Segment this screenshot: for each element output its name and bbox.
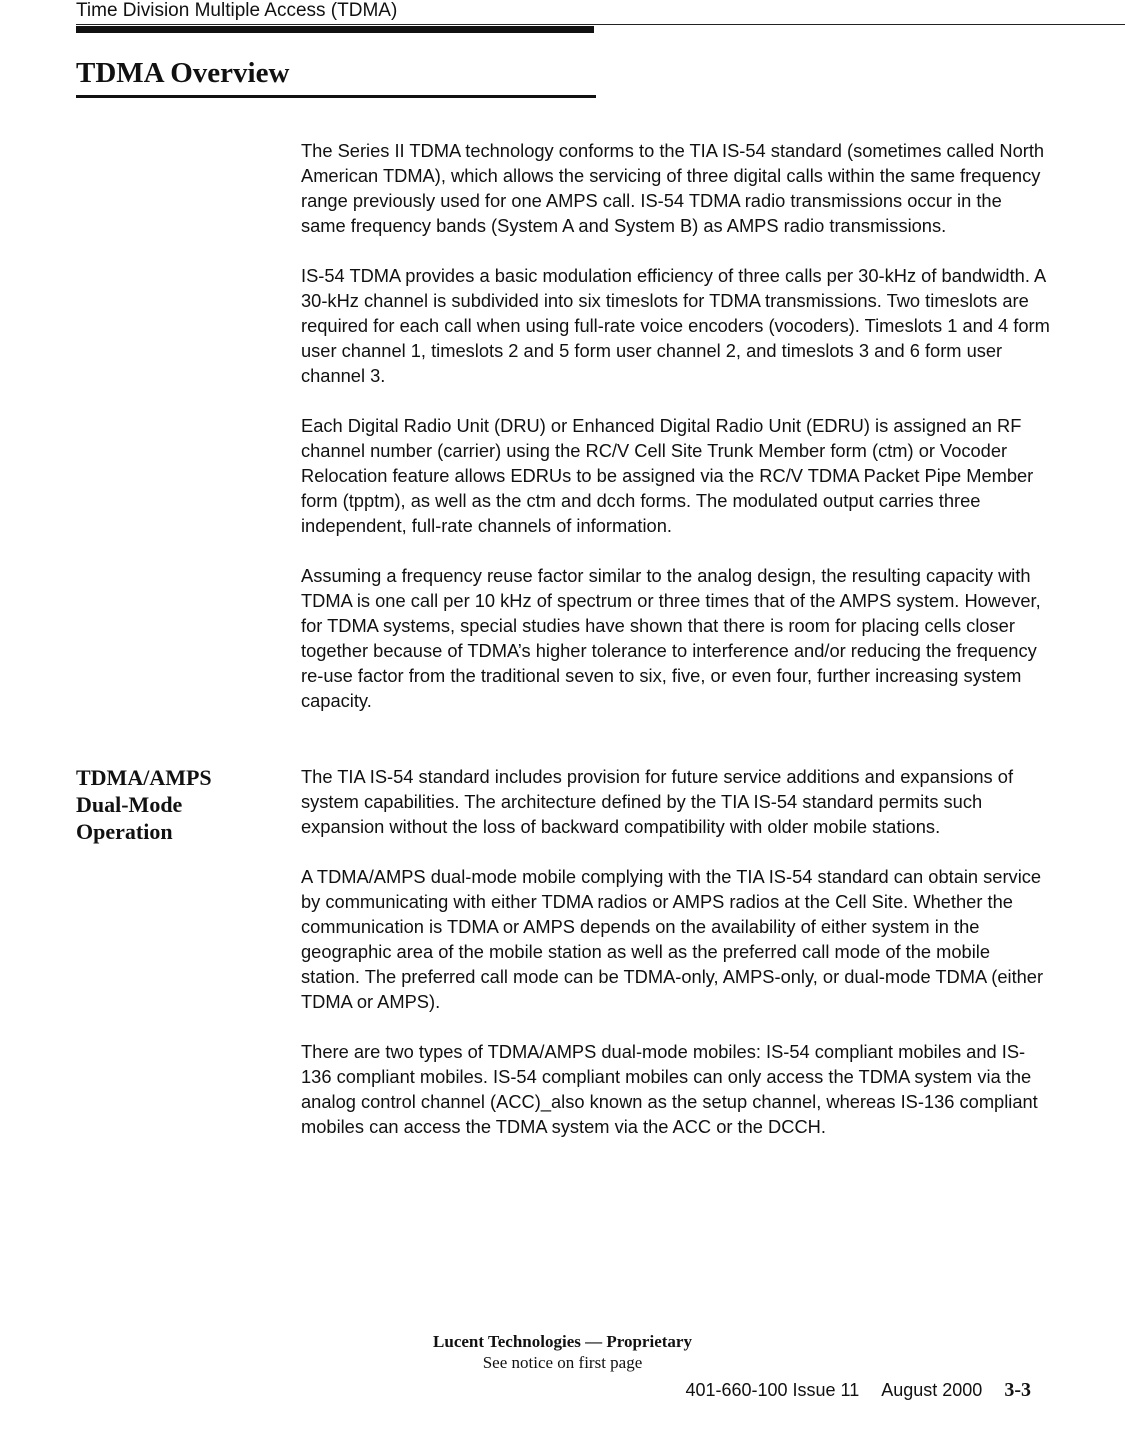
doc-number: 401-660-100 Issue 11 (685, 1380, 860, 1400)
running-head: Time Division Multiple Access (TDMA) (76, 0, 398, 21)
header-rule (76, 24, 1125, 25)
footer-notice (0, 1331, 1125, 1373)
subsection-heading-line: TDMA/AMPS (76, 765, 212, 790)
subsection-heading (76, 764, 286, 845)
footer-see-notice: See notice on first page (482, 1353, 643, 1372)
overview-paragraph-4: Assuming a frequency reuse factor similar to the analog design, the resulting capacity with TDMA is one call per 10 kHz of spectrum or three times that of the AMPS system. However, for TDMA systems, special studies have shown that there is room for placing cells closer together because of TDMA’s higher tolerance to interference and/or reducing the frequency re-use factor from the traditional seven to six, five, or even four, further increasing system capacity. (301, 565, 1041, 711)
footer-doc-line (685, 1378, 1031, 1402)
title-underline (76, 95, 596, 98)
overview-body (301, 138, 1051, 713)
dual-mode-paragraph-1: The TIA IS-54 standard includes provision for future service additions and expansions of system capabilities. The architecture defined by the TIA IS-54 standard permits such expansion without the loss of backward compatibility with older mobile stations. (301, 766, 1014, 837)
dual-mode-body (301, 764, 1051, 1164)
header-bar (76, 26, 594, 33)
doc-date: August 2000 (881, 1380, 983, 1400)
dual-mode-paragraph-2: A TDMA/AMPS dual-mode mobile complying with the TIA IS-54 standard can obtain service by communicating with either TDMA radios or AMPS radios at the Cell Site. Whether the communication is TDMA or AMPS depends on the availability of either system in the geographic area of the mobile station as well as the preferred call mode of the mobile station. The preferred call mode can be TDMA-only, AMPS-only, or dual-mode TDMA (either TDMA or AMPS). (301, 866, 1044, 1012)
overview-paragraph-2: IS-54 TDMA provides a basic modulation efficiency of three calls per 30-kHz of bandwidth. A 30-kHz channel is subdivided into six timeslots for TDMA transmissions. Two timeslots are required for each call when using full-rate voice encoders (vocoders). Timeslots 1 and 4 form user channel 1, timeslots 2 and 5 form user channel 2, and timeslots 3 and 6 form user channel 3. (301, 265, 1050, 386)
page-number: 3-3 (1004, 1379, 1031, 1401)
subsection-heading-line: Operation (76, 819, 173, 844)
overview-paragraph-1: The Series II TDMA technology conforms to the TIA IS-54 standard (sometimes called North American TDMA), which allows the servicing of three digital calls within the same frequency range previously used for one AMPS call. IS-54 TDMA radio transmissions occur in the same frequency bands (System A and System B) as AMPS radio transmissions. (301, 140, 1045, 236)
subsection-heading-line: Dual-Mode (76, 792, 183, 817)
footer-company: Lucent Technologies — Proprietary (433, 1332, 692, 1351)
overview-paragraph-3: Each Digital Radio Unit (DRU) or Enhanced Digital Radio Unit (EDRU) is assigned an RF channel number (carrier) using the RC/V Cell Site Trunk Member form (ctm) or Vocoder Relocation feature allows EDRUs to be assigned via the RC/V TDMA Packet Pipe Member form (tpptm), as well as the ctm and dcch forms. The modulated output carries three independent, full-rate channels of information. (301, 415, 1034, 536)
section-title: TDMA Overview (76, 57, 290, 89)
dual-mode-paragraph-3: There are two types of TDMA/AMPS dual-mode mobiles: IS-54 compliant mobiles and IS-136 compliant mobiles. IS-54 compliant mobiles can only access the TDMA system via the analog control channel (ACC)_also known as the setup channel, whereas IS-136 compliant mobiles can access the TDMA system via the ACC or the DCCH. (301, 1041, 1038, 1137)
